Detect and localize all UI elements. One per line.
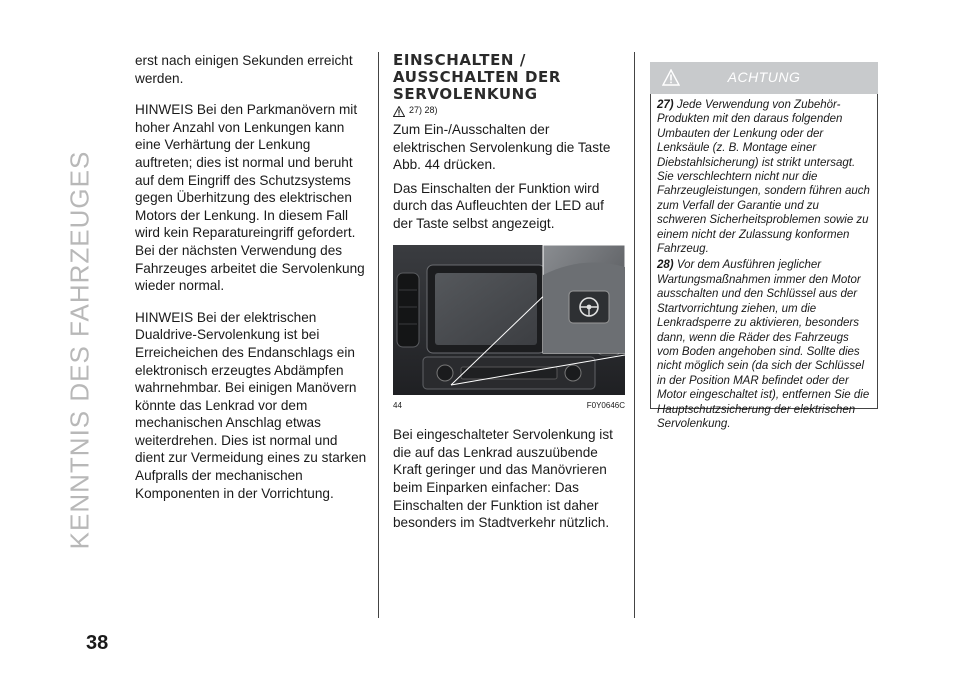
paragraph: erst nach einigen Sekunden erreicht werden. — [135, 53, 353, 86]
figure-code: F0Y0646C — [586, 400, 625, 410]
dashboard-illustration — [393, 245, 625, 395]
warning-triangle-icon — [393, 106, 405, 117]
refs-text: 27) 28) — [409, 105, 438, 116]
paragraph: Das Einschalten der Funktion wird durch das Aufleuchten der LED auf der Taste selbst angezeigt. — [393, 180, 604, 231]
warning-item — [657, 98, 871, 256]
paragraph: Bei eingeschalteter Servolenkung ist die auf das Lenkrad auszuübende Kraft geringer und das Manövrieren beim Einparken einfacher: Das Einschalten der Funktion ist daher besonders im Stadtverkehr nützlich. — [393, 427, 613, 531]
warning-item-text: Vor dem Ausführen jeglicher Wartungsmaßnahmen immer den Motor ausschalten und den Schlüssel aus der Startvorrichtung ziehen, um die Lenkradsperre zu aktivieren, besonders dann, wenn die Räder des Fahrzeugs vom Boden angehoben sind. Sollte dies nicht möglich sein (da sich der Schlüssel in der Position MAR befindet oder der Motor eingeschaltet ist), entfernen Sie die Hauptschutzsicherung der elektrischen Servolenkung. — [657, 259, 870, 430]
column-2 — [393, 52, 625, 532]
paragraph: HINWEIS Bei der elektrischen Dualdrive-Servolenkung ist bei Erreicheichen des Endanschlags ein elektronisch erzeugtes Abdämpfen wahrnehmbar. Bei einigen Manövern könnte das Lenkrad vor dem mechanischen Anschlag etwas weiterdrehen. Dies ist normal und dient zur Vermeidung eines zu starken Aufpralls der mechanischen Komponenten in der Vorrichtung. — [135, 309, 367, 501]
sidebar-title-text: KENNTNIS DES FAHRZEUGES — [64, 150, 95, 550]
figure-number: 44 — [393, 400, 402, 410]
warning-refs — [393, 104, 625, 118]
warning-body — [650, 94, 878, 430]
section-heading: EINSCHALTEN / AUSSCHALTEN DER SERVOLENKUNG — [393, 51, 562, 103]
paragraph: Zum Ein-/Ausschalten der elektrischen Servolenkung die Taste Abb. 44 drücken. — [393, 122, 611, 173]
column-1 — [135, 52, 367, 516]
column-divider — [378, 52, 379, 618]
paragraph: HINWEIS Bei den Parkmanövern mit hoher Anzahl von Lenkungen kann eine Verhärtung der Lenkung auftreten; dies ist normal und beruht auf dem Eingriff des Schutzsystems gegen Überhitzung des elektrischen Motors der Lenkung. In diesem Fall wird kein Reparatureingriff gefordert. Bei der nächsten Verwendung des Fahrzeuges arbeitet die Servolenkung wieder normal. — [135, 102, 365, 294]
warning-panel — [650, 62, 878, 430]
warning-triangle-icon — [662, 69, 680, 86]
figure-caption — [393, 397, 625, 415]
warning-item-text: Jede Verwendung von Zubehör-Produkten mit den daraus folgenden Umbauten der Lenkung oder der Lenksäule (z. B. Montage einer Diebstahlsicherung) ist strikt untersagt. Sie verschlechtern nicht nur die Fahrzeugleistungen, sondern führen auch zum Verfall der Garantie und zu schweren Sicherheitsproblemen sowie zu einem nicht der Zulassung konformen Fahrzeug. — [657, 99, 870, 256]
warning-header — [650, 62, 878, 94]
page-number: 38 — [86, 632, 109, 654]
column-divider — [634, 52, 635, 618]
warning-item-number: 28) — [657, 259, 674, 272]
figure-dashboard-photo — [393, 245, 625, 395]
warning-item — [657, 258, 871, 431]
warning-item-number: 27) — [657, 99, 674, 111]
warning-title: ACHTUNG — [727, 69, 801, 86]
